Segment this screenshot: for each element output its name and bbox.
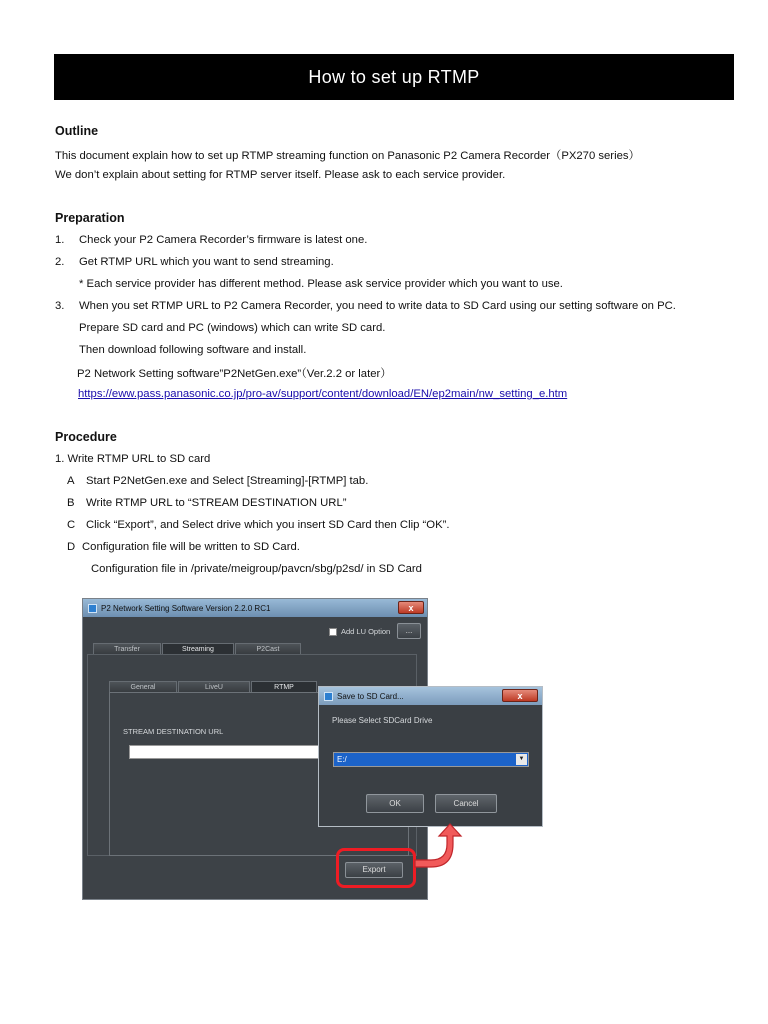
dialog-title: Save to SD Card... — [337, 691, 404, 701]
dialog-prompt: Please Select SDCard Drive — [332, 716, 433, 725]
app-title: P2 Network Setting Software Version 2.2.0 RC1 — [101, 603, 271, 613]
substep-text: Configuration file will be written to SD Card. — [82, 541, 300, 553]
prep-item-number: 3. — [55, 300, 65, 312]
outline-line: We don’t explain about setting for RTMP server itself. Please ask to each service provider. — [55, 169, 506, 181]
substep-text: Start P2NetGen.exe and Select [Streaming]-[RTMP] tab. — [86, 475, 369, 487]
app-icon — [88, 604, 97, 613]
export-highlight-ring — [336, 848, 416, 888]
close-button[interactable]: x — [398, 601, 424, 614]
substep-letter: B — [67, 497, 75, 509]
prep-item-number: 1. — [55, 234, 65, 246]
procedure-heading: Procedure — [55, 430, 117, 444]
save-sd-dialog — [318, 686, 543, 827]
ok-button[interactable]: OK — [366, 794, 424, 813]
subtab-rtmp[interactable]: RTMP — [251, 681, 317, 692]
download-link[interactable]: https://eww.pass.panasonic.co.jp/pro-av/support/content/download/EN/ep2main/nw_setting_e.htm — [78, 388, 568, 400]
dialog-titlebar — [319, 687, 542, 705]
chevron-down-icon[interactable]: ▼ — [516, 754, 527, 765]
stream-destination-label: STREAM DESTINATION URL — [123, 727, 224, 736]
prep-item-text: * Each service provider has different method. Please ask service provider which you want to use. — [79, 278, 563, 290]
tab-streaming[interactable]: Streaming — [162, 643, 234, 654]
substep-letter: D — [67, 541, 76, 553]
procedure-step: 1. Write RTMP URL to SD card — [55, 453, 211, 465]
substep-text: Write RTMP URL to “STREAM DESTINATION URL” — [86, 497, 347, 509]
prep-item-text: Then download following software and install. — [79, 344, 307, 356]
substep-letter: C — [67, 519, 76, 531]
cancel-button[interactable]: Cancel — [435, 794, 497, 813]
substep-text: Click “Export”, and Select drive which you insert SD Card then Clip “OK”. — [86, 519, 450, 531]
tab-p2cast[interactable]: P2Cast — [235, 643, 301, 654]
preparation-heading: Preparation — [55, 211, 125, 225]
subtab-general[interactable]: General — [109, 681, 177, 692]
outline-line: This document explain how to set up RTMP streaming function on Panasonic P2 Camera Recorder（PX270 series） — [55, 150, 640, 162]
dialog-icon — [324, 692, 333, 701]
prep-item-text: Check your P2 Camera Recorder’s firmware is latest one. — [79, 234, 368, 246]
add-lu-option-checkbox[interactable] — [329, 628, 337, 636]
stream-destination-url-input[interactable] — [129, 745, 319, 759]
prep-item-number: 2. — [55, 256, 65, 268]
substep-letter: A — [67, 475, 75, 487]
prep-item-text: Get RTMP URL which you want to send streaming. — [79, 256, 334, 268]
export-button[interactable]: Export — [345, 862, 403, 878]
options-button[interactable]: ... — [397, 623, 421, 639]
add-lu-option-label: Add LU Option — [341, 627, 391, 636]
subtab-liveu[interactable]: LiveU — [178, 681, 250, 692]
dialog-close-button[interactable]: x — [502, 689, 538, 702]
software-name: P2 Network Setting software”P2NetGen.exe”（Ver.2.2 or later） — [77, 368, 392, 380]
prep-item-text: Prepare SD card and PC (windows) which can write SD card. — [79, 322, 386, 334]
drive-select-value: E:/ — [337, 755, 347, 764]
drive-select[interactable] — [333, 752, 529, 767]
page-title: How to set up RTMP — [54, 54, 734, 100]
prep-item-text: When you set RTMP URL to P2 Camera Recorder, you need to write data to SD Card using our setting software on PC. — [79, 300, 676, 312]
pointer-arrow-icon — [405, 822, 465, 874]
procedure-note: Configuration file in /private/meigroup/pavcn/sbg/p2sd/ in SD Card — [91, 563, 422, 575]
app-titlebar — [83, 599, 427, 617]
tab-transfer[interactable]: Transfer — [93, 643, 161, 654]
outline-heading: Outline — [55, 124, 99, 138]
